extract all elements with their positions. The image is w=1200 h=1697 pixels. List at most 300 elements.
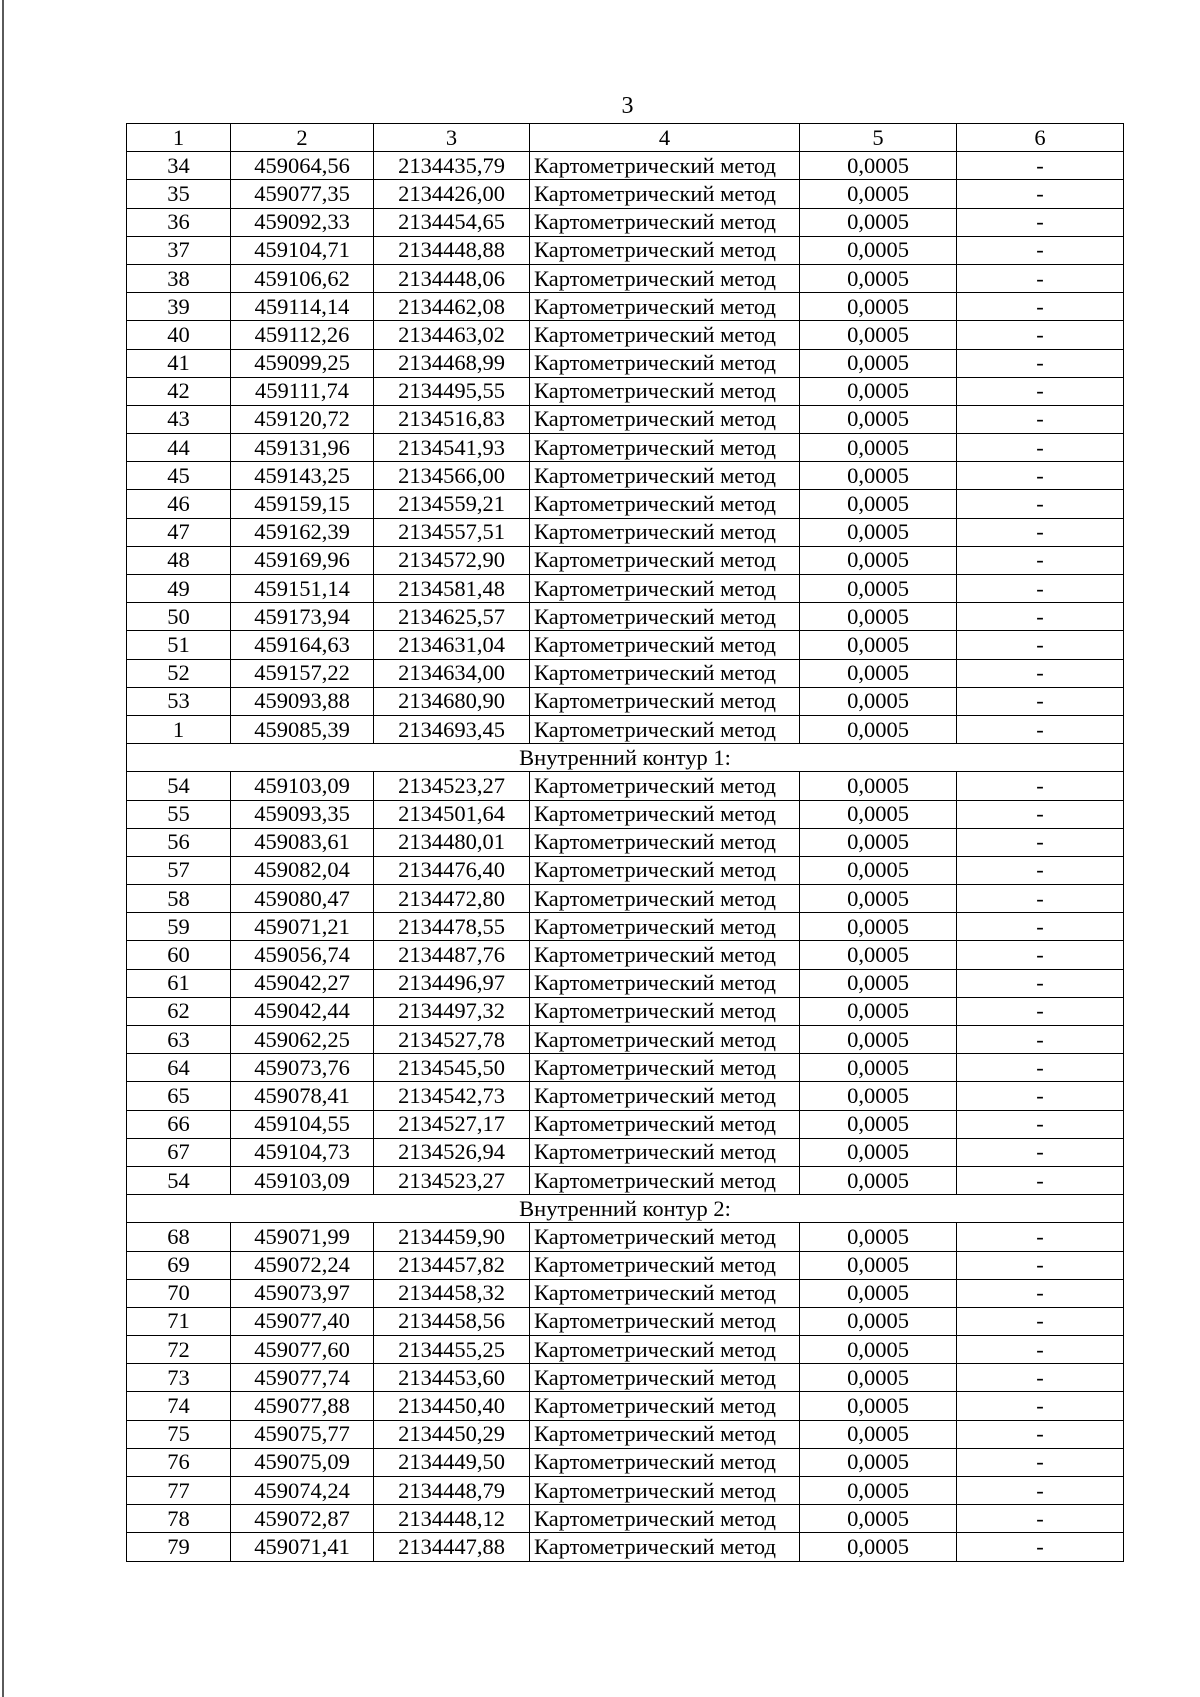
x-coordinate-cell: 459071,99 (231, 1223, 374, 1251)
method-cell: Картометрический метод (530, 546, 800, 574)
accuracy-cell: 0,0005 (800, 321, 957, 349)
y-coordinate-cell: 2134496,97 (374, 969, 530, 997)
y-coordinate-cell: 2134463,02 (374, 321, 530, 349)
table-row (127, 1054, 1124, 1082)
y-coordinate-cell: 2134448,88 (374, 236, 530, 264)
point-number-cell: 61 (127, 969, 231, 997)
section-title-row (127, 744, 1124, 772)
accuracy-cell: 0,0005 (800, 434, 957, 462)
accuracy-cell: 0,0005 (800, 575, 957, 603)
point-number-cell: 77 (127, 1477, 231, 1505)
accuracy-cell: 0,0005 (800, 462, 957, 490)
section-title: Внутренний контур 1: (127, 744, 1124, 772)
x-coordinate-cell: 459075,09 (231, 1448, 374, 1476)
accuracy-cell: 0,0005 (800, 1392, 957, 1420)
x-coordinate-cell: 459078,41 (231, 1082, 374, 1110)
point-number-cell: 47 (127, 518, 231, 546)
note-cell: - (957, 1110, 1124, 1138)
table-row (127, 208, 1124, 236)
accuracy-cell: 0,0005 (800, 1223, 957, 1251)
table-row (127, 997, 1124, 1025)
accuracy-cell: 0,0005 (800, 1477, 957, 1505)
accuracy-cell: 0,0005 (800, 1505, 957, 1533)
accuracy-cell: 0,0005 (800, 969, 957, 997)
x-coordinate-cell: 459143,25 (231, 462, 374, 490)
x-coordinate-cell: 459083,61 (231, 828, 374, 856)
point-number-cell: 69 (127, 1251, 231, 1279)
table-row (127, 772, 1124, 800)
y-coordinate-cell: 2134527,78 (374, 1026, 530, 1054)
table-row (127, 349, 1124, 377)
point-number-cell: 41 (127, 349, 231, 377)
point-number-cell: 67 (127, 1138, 231, 1166)
table-row (127, 687, 1124, 715)
x-coordinate-cell: 459073,97 (231, 1279, 374, 1307)
x-coordinate-cell: 459062,25 (231, 1026, 374, 1054)
point-number-cell: 35 (127, 180, 231, 208)
y-coordinate-cell: 2134450,40 (374, 1392, 530, 1420)
method-cell: Картометрический метод (530, 1448, 800, 1476)
section-title: Внутренний контур 2: (127, 1195, 1124, 1223)
note-cell: - (957, 969, 1124, 997)
point-number-cell: 46 (127, 490, 231, 518)
note-cell: - (957, 913, 1124, 941)
point-number-cell: 74 (127, 1392, 231, 1420)
point-number-cell: 40 (127, 321, 231, 349)
y-coordinate-cell: 2134459,90 (374, 1223, 530, 1251)
table-row (127, 321, 1124, 349)
point-number-cell: 70 (127, 1279, 231, 1307)
y-coordinate-cell: 2134447,88 (374, 1533, 530, 1561)
accuracy-cell: 0,0005 (800, 518, 957, 546)
point-number-cell: 75 (127, 1420, 231, 1448)
x-coordinate-cell: 459082,04 (231, 856, 374, 884)
point-number-cell: 66 (127, 1110, 231, 1138)
table-row (127, 1307, 1124, 1335)
y-coordinate-cell: 2134487,76 (374, 941, 530, 969)
note-cell: - (957, 1307, 1124, 1335)
method-cell: Картометрический метод (530, 687, 800, 715)
x-coordinate-cell: 459077,40 (231, 1307, 374, 1335)
x-coordinate-cell: 459042,27 (231, 969, 374, 997)
note-cell: - (957, 236, 1124, 264)
header-cell-4: 4 (530, 124, 800, 152)
accuracy-cell: 0,0005 (800, 293, 957, 321)
method-cell: Картометрический метод (530, 434, 800, 462)
y-coordinate-cell: 2134559,21 (374, 490, 530, 518)
accuracy-cell: 0,0005 (800, 687, 957, 715)
method-cell: Картометрический метод (530, 631, 800, 659)
note-cell: - (957, 1477, 1124, 1505)
accuracy-cell: 0,0005 (800, 1336, 957, 1364)
method-cell: Картометрический метод (530, 1054, 800, 1082)
point-number-cell: 38 (127, 264, 231, 292)
x-coordinate-cell: 459042,44 (231, 997, 374, 1025)
point-number-cell: 76 (127, 1448, 231, 1476)
method-cell: Картометрический метод (530, 913, 800, 941)
coordinates-table (126, 123, 1124, 1562)
note-cell: - (957, 856, 1124, 884)
x-coordinate-cell: 459151,14 (231, 575, 374, 603)
table-row (127, 1364, 1124, 1392)
table-row (127, 1110, 1124, 1138)
y-coordinate-cell: 2134541,93 (374, 434, 530, 462)
x-coordinate-cell: 459077,35 (231, 180, 374, 208)
table-row (127, 1448, 1124, 1476)
x-coordinate-cell: 459120,72 (231, 405, 374, 433)
y-coordinate-cell: 2134462,08 (374, 293, 530, 321)
method-cell: Картометрический метод (530, 264, 800, 292)
accuracy-cell: 0,0005 (800, 236, 957, 264)
point-number-cell: 49 (127, 575, 231, 603)
y-coordinate-cell: 2134631,04 (374, 631, 530, 659)
y-coordinate-cell: 2134426,00 (374, 180, 530, 208)
note-cell: - (957, 1336, 1124, 1364)
note-cell: - (957, 1166, 1124, 1194)
y-coordinate-cell: 2134625,57 (374, 603, 530, 631)
header-row (127, 124, 1124, 152)
table-row (127, 1392, 1124, 1420)
point-number-cell: 71 (127, 1307, 231, 1335)
y-coordinate-cell: 2134454,65 (374, 208, 530, 236)
table-row (127, 264, 1124, 292)
table-row (127, 377, 1124, 405)
point-number-cell: 36 (127, 208, 231, 236)
accuracy-cell: 0,0005 (800, 208, 957, 236)
method-cell: Картометрический метод (530, 518, 800, 546)
accuracy-cell: 0,0005 (800, 1110, 957, 1138)
method-cell: Картометрический метод (530, 1533, 800, 1561)
point-number-cell: 54 (127, 1166, 231, 1194)
method-cell: Картометрический метод (530, 1110, 800, 1138)
point-number-cell: 54 (127, 772, 231, 800)
note-cell: - (957, 1223, 1124, 1251)
table-row (127, 1251, 1124, 1279)
y-coordinate-cell: 2134448,12 (374, 1505, 530, 1533)
table-row (127, 405, 1124, 433)
point-number-cell: 79 (127, 1533, 231, 1561)
accuracy-cell: 0,0005 (800, 1533, 957, 1561)
point-number-cell: 59 (127, 913, 231, 941)
scan-edge-line (2, 0, 4, 1697)
accuracy-cell: 0,0005 (800, 800, 957, 828)
x-coordinate-cell: 459072,87 (231, 1505, 374, 1533)
x-coordinate-cell: 459074,24 (231, 1477, 374, 1505)
accuracy-cell: 0,0005 (800, 264, 957, 292)
method-cell: Картометрический метод (530, 997, 800, 1025)
method-cell: Картометрический метод (530, 1477, 800, 1505)
x-coordinate-cell: 459164,63 (231, 631, 374, 659)
note-cell: - (957, 603, 1124, 631)
method-cell: Картометрический метод (530, 152, 800, 180)
point-number-cell: 63 (127, 1026, 231, 1054)
x-coordinate-cell: 459085,39 (231, 715, 374, 743)
note-cell: - (957, 321, 1124, 349)
accuracy-cell: 0,0005 (800, 377, 957, 405)
table-row (127, 856, 1124, 884)
note-cell: - (957, 377, 1124, 405)
accuracy-cell: 0,0005 (800, 1054, 957, 1082)
note-cell: - (957, 1392, 1124, 1420)
table-row (127, 1420, 1124, 1448)
y-coordinate-cell: 2134523,27 (374, 1166, 530, 1194)
x-coordinate-cell: 459131,96 (231, 434, 374, 462)
note-cell: - (957, 1054, 1124, 1082)
accuracy-cell: 0,0005 (800, 1082, 957, 1110)
table-row (127, 1336, 1124, 1364)
note-cell: - (957, 715, 1124, 743)
note-cell: - (957, 1364, 1124, 1392)
method-cell: Картометрический метод (530, 349, 800, 377)
y-coordinate-cell: 2134527,17 (374, 1110, 530, 1138)
accuracy-cell: 0,0005 (800, 349, 957, 377)
table-row (127, 969, 1124, 997)
y-coordinate-cell: 2134450,29 (374, 1420, 530, 1448)
accuracy-cell: 0,0005 (800, 828, 957, 856)
method-cell: Картометрический метод (530, 1364, 800, 1392)
method-cell: Картометрический метод (530, 1082, 800, 1110)
method-cell: Картометрический метод (530, 1279, 800, 1307)
method-cell: Картометрический метод (530, 377, 800, 405)
point-number-cell: 52 (127, 659, 231, 687)
note-cell: - (957, 293, 1124, 321)
accuracy-cell: 0,0005 (800, 659, 957, 687)
table-row (127, 1082, 1124, 1110)
x-coordinate-cell: 459111,74 (231, 377, 374, 405)
section-title-row (127, 1195, 1124, 1223)
accuracy-cell: 0,0005 (800, 1279, 957, 1307)
y-coordinate-cell: 2134455,25 (374, 1336, 530, 1364)
point-number-cell: 42 (127, 377, 231, 405)
point-number-cell: 39 (127, 293, 231, 321)
x-coordinate-cell: 459071,21 (231, 913, 374, 941)
method-cell: Картометрический метод (530, 405, 800, 433)
x-coordinate-cell: 459162,39 (231, 518, 374, 546)
note-cell: - (957, 180, 1124, 208)
y-coordinate-cell: 2134581,48 (374, 575, 530, 603)
y-coordinate-cell: 2134566,00 (374, 462, 530, 490)
x-coordinate-cell: 459104,73 (231, 1138, 374, 1166)
table-row (127, 1026, 1124, 1054)
table-body (127, 124, 1124, 1562)
point-number-cell: 57 (127, 856, 231, 884)
table-row (127, 293, 1124, 321)
y-coordinate-cell: 2134497,32 (374, 997, 530, 1025)
accuracy-cell: 0,0005 (800, 1307, 957, 1335)
method-cell: Картометрический метод (530, 1505, 800, 1533)
note-cell: - (957, 405, 1124, 433)
accuracy-cell: 0,0005 (800, 631, 957, 659)
accuracy-cell: 0,0005 (800, 603, 957, 631)
table-row (127, 1166, 1124, 1194)
x-coordinate-cell: 459106,62 (231, 264, 374, 292)
method-cell: Картометрический метод (530, 462, 800, 490)
note-cell: - (957, 631, 1124, 659)
point-number-cell: 72 (127, 1336, 231, 1364)
method-cell: Картометрический метод (530, 575, 800, 603)
header-cell-6: 6 (957, 124, 1124, 152)
accuracy-cell: 0,0005 (800, 1448, 957, 1476)
note-cell: - (957, 152, 1124, 180)
note-cell: - (957, 349, 1124, 377)
method-cell: Картометрический метод (530, 1026, 800, 1054)
y-coordinate-cell: 2134449,50 (374, 1448, 530, 1476)
note-cell: - (957, 772, 1124, 800)
y-coordinate-cell: 2134448,79 (374, 1477, 530, 1505)
point-number-cell: 58 (127, 885, 231, 913)
table-row (127, 941, 1124, 969)
x-coordinate-cell: 459169,96 (231, 546, 374, 574)
method-cell: Картометрический метод (530, 1251, 800, 1279)
header-cell-2: 2 (231, 124, 374, 152)
method-cell: Картометрический метод (530, 715, 800, 743)
x-coordinate-cell: 459112,26 (231, 321, 374, 349)
x-coordinate-cell: 459092,33 (231, 208, 374, 236)
y-coordinate-cell: 2134453,60 (374, 1364, 530, 1392)
table-row (127, 913, 1124, 941)
table-row (127, 518, 1124, 546)
table-row (127, 490, 1124, 518)
note-cell: - (957, 941, 1124, 969)
point-number-cell: 55 (127, 800, 231, 828)
note-cell: - (957, 1082, 1124, 1110)
x-coordinate-cell: 459104,55 (231, 1110, 374, 1138)
method-cell: Картометрический метод (530, 772, 800, 800)
y-coordinate-cell: 2134476,40 (374, 856, 530, 884)
x-coordinate-cell: 459093,35 (231, 800, 374, 828)
y-coordinate-cell: 2134523,27 (374, 772, 530, 800)
method-cell: Картометрический метод (530, 1166, 800, 1194)
x-coordinate-cell: 459056,74 (231, 941, 374, 969)
x-coordinate-cell: 459080,47 (231, 885, 374, 913)
table-row (127, 434, 1124, 462)
table-row (127, 603, 1124, 631)
method-cell: Картометрический метод (530, 659, 800, 687)
point-number-cell: 53 (127, 687, 231, 715)
note-cell: - (957, 800, 1124, 828)
table-row (127, 1477, 1124, 1505)
note-cell: - (957, 462, 1124, 490)
point-number-cell: 65 (127, 1082, 231, 1110)
y-coordinate-cell: 2134435,79 (374, 152, 530, 180)
x-coordinate-cell: 459103,09 (231, 772, 374, 800)
point-number-cell: 50 (127, 603, 231, 631)
accuracy-cell: 0,0005 (800, 1420, 957, 1448)
accuracy-cell: 0,0005 (800, 1251, 957, 1279)
y-coordinate-cell: 2134516,83 (374, 405, 530, 433)
accuracy-cell: 0,0005 (800, 490, 957, 518)
note-cell: - (957, 1448, 1124, 1476)
table-row (127, 462, 1124, 490)
y-coordinate-cell: 2134448,06 (374, 264, 530, 292)
point-number-cell: 45 (127, 462, 231, 490)
method-cell: Картометрический метод (530, 180, 800, 208)
x-coordinate-cell: 459159,15 (231, 490, 374, 518)
note-cell: - (957, 208, 1124, 236)
note-cell: - (957, 1420, 1124, 1448)
point-number-cell: 1 (127, 715, 231, 743)
method-cell: Картометрический метод (530, 1307, 800, 1335)
x-coordinate-cell: 459157,22 (231, 659, 374, 687)
accuracy-cell: 0,0005 (800, 1166, 957, 1194)
method-cell: Картометрический метод (530, 1420, 800, 1448)
method-cell: Картометрический метод (530, 1336, 800, 1364)
method-cell: Картометрический метод (530, 208, 800, 236)
note-cell: - (957, 1279, 1124, 1307)
accuracy-cell: 0,0005 (800, 1026, 957, 1054)
accuracy-cell: 0,0005 (800, 1364, 957, 1392)
accuracy-cell: 0,0005 (800, 913, 957, 941)
note-cell: - (957, 828, 1124, 856)
method-cell: Картометрический метод (530, 603, 800, 631)
point-number-cell: 78 (127, 1505, 231, 1533)
point-number-cell: 37 (127, 236, 231, 264)
y-coordinate-cell: 2134634,00 (374, 659, 530, 687)
page-number: 3 (621, 93, 634, 119)
table-row (127, 659, 1124, 687)
table-row (127, 546, 1124, 574)
point-number-cell: 51 (127, 631, 231, 659)
method-cell: Картометрический метод (530, 490, 800, 518)
y-coordinate-cell: 2134557,51 (374, 518, 530, 546)
method-cell: Картометрический метод (530, 236, 800, 264)
header-cell-5: 5 (800, 124, 957, 152)
x-coordinate-cell: 459077,88 (231, 1392, 374, 1420)
table-row (127, 180, 1124, 208)
accuracy-cell: 0,0005 (800, 546, 957, 574)
table-row (127, 1279, 1124, 1307)
table-row (127, 575, 1124, 603)
note-cell: - (957, 1138, 1124, 1166)
note-cell: - (957, 264, 1124, 292)
x-coordinate-cell: 459073,76 (231, 1054, 374, 1082)
method-cell: Картометрический метод (530, 1138, 800, 1166)
point-number-cell: 73 (127, 1364, 231, 1392)
table-row (127, 715, 1124, 743)
point-number-cell: 68 (127, 1223, 231, 1251)
method-cell: Картометрический метод (530, 828, 800, 856)
table-row (127, 1533, 1124, 1561)
note-cell: - (957, 1026, 1124, 1054)
note-cell: - (957, 1251, 1124, 1279)
table-row (127, 1505, 1124, 1533)
point-number-cell: 44 (127, 434, 231, 462)
table-row (127, 800, 1124, 828)
y-coordinate-cell: 2134495,55 (374, 377, 530, 405)
table-row (127, 1138, 1124, 1166)
table-row (127, 828, 1124, 856)
point-number-cell: 34 (127, 152, 231, 180)
note-cell: - (957, 490, 1124, 518)
x-coordinate-cell: 459077,74 (231, 1364, 374, 1392)
y-coordinate-cell: 2134472,80 (374, 885, 530, 913)
y-coordinate-cell: 2134468,99 (374, 349, 530, 377)
y-coordinate-cell: 2134501,64 (374, 800, 530, 828)
accuracy-cell: 0,0005 (800, 856, 957, 884)
table-row (127, 885, 1124, 913)
table-row (127, 152, 1124, 180)
note-cell: - (957, 434, 1124, 462)
y-coordinate-cell: 2134457,82 (374, 1251, 530, 1279)
x-coordinate-cell: 459064,56 (231, 152, 374, 180)
point-number-cell: 62 (127, 997, 231, 1025)
accuracy-cell: 0,0005 (800, 941, 957, 969)
x-coordinate-cell: 459173,94 (231, 603, 374, 631)
x-coordinate-cell: 459103,09 (231, 1166, 374, 1194)
y-coordinate-cell: 2134458,56 (374, 1307, 530, 1335)
y-coordinate-cell: 2134542,73 (374, 1082, 530, 1110)
y-coordinate-cell: 2134526,94 (374, 1138, 530, 1166)
